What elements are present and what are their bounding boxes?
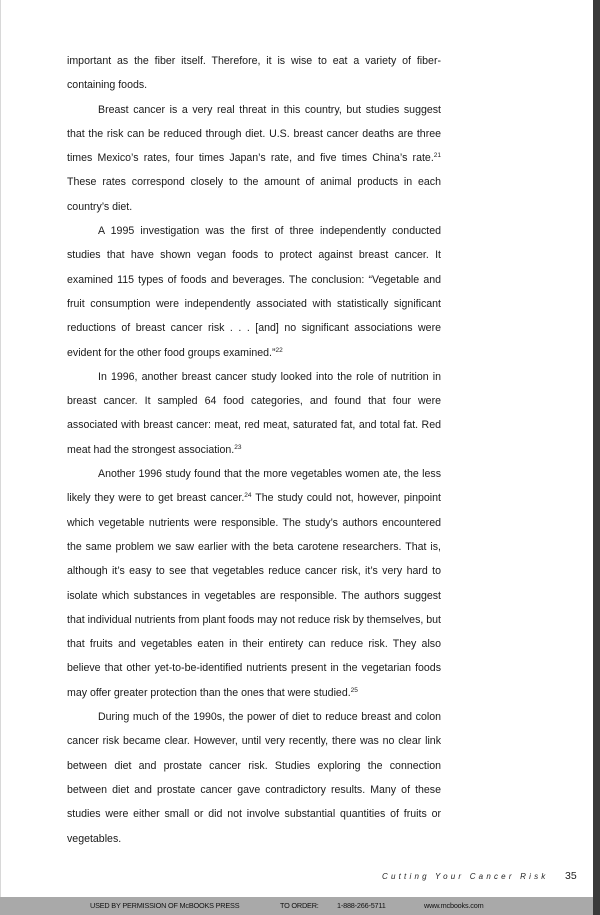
paragraph <box>67 219 441 365</box>
order-phone: 1-888-266-5711 <box>337 901 386 910</box>
paragraph-text: The study could not, however, pinpoint which vegetable nutrients were responsible. The study’s authors encountered the same problem we saw earlier with the beta carotene researchers. That is, although it’s easy to see that vegetables reduce cancer risk, it’s very hard to isolate which substances in vegetables are responsible. The authors suggest that individual nutrients from plant foods may not reduce risk by themselves, but that fruits and vegetables eaten in their entirety can reduce risk. They also believe that other yet-to-be-identified nutrients present in the vegetarian foods may offer greater protection than the ones that were studied. <box>67 492 441 699</box>
footnote-marker: 25 <box>350 686 358 694</box>
permission-notice: USED BY PERMISSION OF McBOOKS PRESS <box>90 901 240 910</box>
order-label: TO ORDER: <box>280 901 319 910</box>
publisher-website: www.mcbooks.com <box>424 901 484 910</box>
permission-bar <box>0 897 593 915</box>
paragraph-text: During much of the 1990s, the power of diet to reduce breast and colon cancer risk became clear. However, until very recently, there was no clear link between diet and prostate cancer risk. Studies exploring the connection between diet and prostate cancer gave contradictory results. Many of these studies were either small or did not involve substantial quantities of fruits or vegetables. <box>67 711 441 845</box>
paragraph-text: important as the fiber itself. Therefore, it is wise to eat a variety of fiber-containing foods. <box>67 55 441 92</box>
paragraph <box>67 705 441 851</box>
body-text <box>67 49 441 851</box>
footnote-marker: 23 <box>234 443 242 451</box>
page-edge-left <box>0 0 1 915</box>
paragraph <box>67 365 441 462</box>
paragraph-text: In 1996, another breast cancer study looked into the role of nutrition in breast cancer. It sampled 64 food categories, and found that four were associated with breast cancer: meat, red meat, saturated fat, and total fat. Red meat had the strongest association. <box>67 370 441 456</box>
footnote-marker: 24 <box>244 492 252 500</box>
running-footer <box>360 870 580 886</box>
paragraph-text: These rates correspond closely to the amount of animal products in each country’s diet. <box>67 176 441 213</box>
footnote-marker: 22 <box>275 346 283 354</box>
running-title: Cutting Your Cancer Risk <box>382 872 549 881</box>
paragraph-text: Another 1996 study found that the more vegetables women ate, the less likely they were to get breast cancer. <box>67 468 441 505</box>
footnote-marker: 21 <box>433 152 441 160</box>
paragraph <box>67 49 441 98</box>
page-number: 35 <box>565 870 577 882</box>
paragraph-text: A 1995 investigation was the first of three independently conducted studies that have shown vegan foods to protect against breast cancer. It examined 115 types of foods and beverages. The conclusion: “Vegetable and fruit consumption were independently associated with statistically significant reductions of breast cancer risk . . . [and] no significant associations were evident for the other food groups examined.” <box>67 225 441 359</box>
paragraph <box>67 462 441 705</box>
page-edge-right <box>593 0 600 915</box>
paragraph <box>67 98 441 219</box>
paragraph-text: Breast cancer is a very real threat in this country, but studies suggest that the risk can be reduced through diet. U.S. breast cancer deaths are three times Mexico’s rates, four times Japan’s rate, and five times China’s rate. <box>67 103 441 165</box>
